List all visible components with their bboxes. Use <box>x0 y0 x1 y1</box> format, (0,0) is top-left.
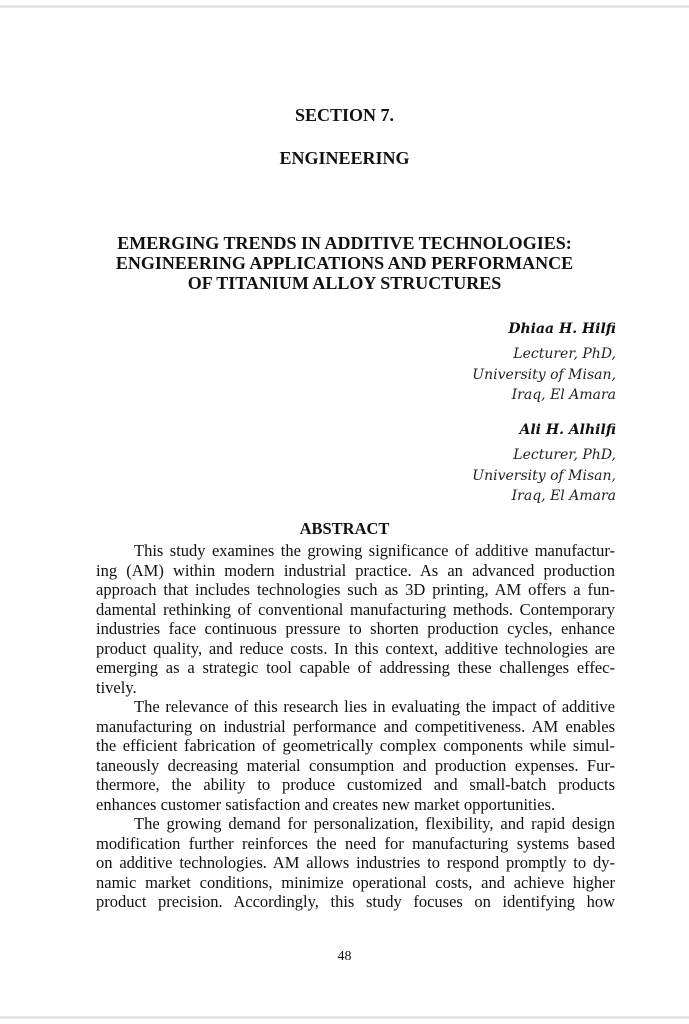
title-line: OF TITANIUM ALLOY STRUCTURES <box>187 273 502 293</box>
text-line: The relevance of this research lies in evaluating the impact of additive <box>134 697 615 716</box>
page-number: 48 <box>337 949 352 964</box>
paragraph <box>96 814 615 912</box>
author-affiliation-line: Lecturer, PhD, <box>513 447 616 463</box>
author-affiliation-line: University of Misan, <box>472 467 616 484</box>
author-affiliation-line: University of Misan, <box>472 366 616 383</box>
page-bottom-border <box>0 1016 689 1019</box>
field-heading: ENGINEERING <box>279 148 410 168</box>
author-block <box>472 420 616 507</box>
text-line: manufacturing on industrial performance and competitiveness. AM enables <box>96 716 615 736</box>
text-line: industries face continuous pressure to shorten production cycles, enhance <box>96 619 615 638</box>
text-line: tively. <box>96 677 137 697</box>
author-name: Ali H. Alhilfi <box>519 422 616 438</box>
text-line: thermore, the ability to produce customized and small-batch products <box>96 775 615 794</box>
text-line: on additive technologies. AM allows industries to respond promptly to dy- <box>96 853 615 872</box>
abstract-body <box>96 541 615 912</box>
text-line: approach that includes technologies such as 3D printing, AM offers a fun- <box>96 580 615 599</box>
title-line: EMERGING TRENDS IN ADDITIVE TECHNOLOGIES: <box>117 233 572 253</box>
text-line: product quality, and reduce costs. In this context, additive technologies are <box>96 638 615 658</box>
text-line: damental rethinking of conventional manufacturing methods. Contemporary <box>96 599 615 619</box>
paragraph <box>96 541 615 697</box>
section-heading: SECTION 7. <box>294 105 395 125</box>
paragraph <box>96 697 615 814</box>
author-block <box>472 319 616 406</box>
abstract-heading: ABSTRACT <box>299 519 390 538</box>
text-line: This study examines the growing significance of additive manufactur- <box>134 541 615 560</box>
title-line: ENGINEERING APPLICATIONS AND PERFORMANCE <box>115 253 574 273</box>
author-affiliation-line: Iraq, El Amara <box>511 387 616 403</box>
text-line: product precision. Accordingly, this study focuses on identifying how <box>96 892 615 911</box>
text-line: The growing demand for personalization, flexibility, and rapid design <box>134 814 615 833</box>
page-top-border <box>0 5 689 8</box>
author-affiliation-line: Iraq, El Amara <box>511 488 616 504</box>
text-line: enhances customer satisfaction and creates new market opportunities. <box>96 794 556 814</box>
text-line: namic market conditions, minimize operational costs, and achieve higher <box>96 872 615 892</box>
author-affiliation-line: Lecturer, PhD, <box>513 346 616 362</box>
text-line: taneously decreasing material consumption and production expenses. Fur- <box>96 755 615 775</box>
text-line: modification further reinforces the need for manufacturing systems based <box>96 833 615 853</box>
text-line: ing (AM) within modern industrial practice. As an advanced production <box>96 560 615 580</box>
text-line: emerging as a strategic tool capable of addressing these challenges effec- <box>96 658 615 677</box>
text-line: the efficient fabrication of geometrically complex components while simul- <box>96 736 615 755</box>
article-title <box>0 233 689 293</box>
author-name: Dhiaa H. Hilfi <box>508 321 616 337</box>
